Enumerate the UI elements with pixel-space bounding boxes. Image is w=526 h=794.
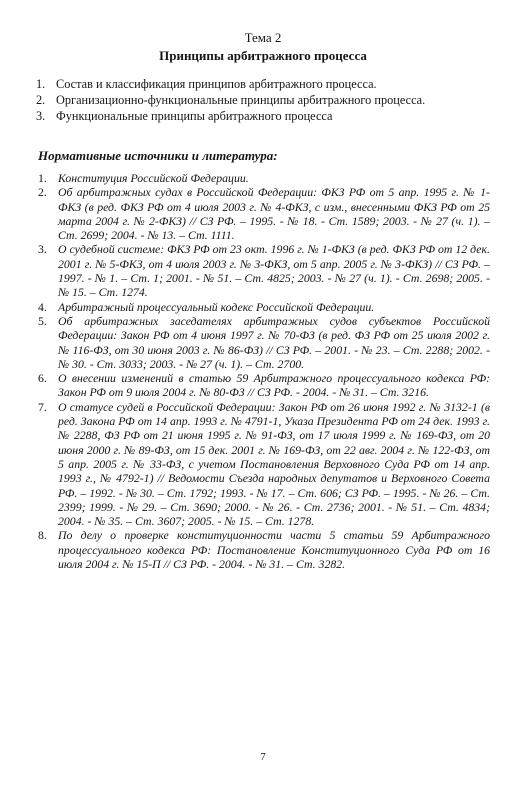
source-item [38,242,490,299]
source-number: 4. [38,299,47,314]
source-item [38,371,490,400]
page-title: Принципы арбитражного процесса [159,48,367,63]
source-item [38,314,490,371]
plan-item-number: 2. [36,93,46,107]
source-item [38,300,490,314]
source-text: О внесении изменений в статью 59 Арбитражного процессуального кодекса РФ: Закон РФ от 9 июля 2004 г. № 80-ФЗ // СЗ РФ. - 2004. - № 31. – Ст. 3216. [58,371,490,400]
topic-label: Тема 2 [244,30,282,45]
source-item [38,185,490,242]
source-number: 5. [38,313,47,328]
source-number: 3. [38,242,47,257]
source-text: Конституция Российской Федерации. [58,171,249,185]
plan-item-text: Функциональные принципы арбитражного процесса [56,109,333,123]
source-item [38,171,490,185]
plan-item [36,76,425,92]
source-text: Об арбитражных судах в Российской Федерации: ФКЗ РФ от 5 апр. 1995 г. № 1-ФКЗ (в ред. ФКЗ РФ от 4 июля 2003 г. № 4-ФКЗ, с изм., внесенными ФКЗ РФ от 25 марта 2004 г. № 2-ФКЗ) // СЗ РФ. – 1995. - № 18. - Ст. 1589; 2003. - № 27 (ч. 1). – Ст. 2699; 2004. - № 13. – Ст. 1111. [58,185,490,243]
source-number: 1. [38,171,47,185]
source-number: 6. [38,371,47,386]
source-item [38,400,490,529]
sources-heading: Нормативные источники и литература: [38,148,278,163]
page-number: 7 [260,751,266,763]
source-item [38,528,490,571]
plan-item-number: 1. [36,77,46,91]
source-number: 7. [38,399,47,414]
source-text: О судебной системе: ФКЗ РФ от 23 окт. 1996 г. № 1-ФКЗ (в ред. ФКЗ РФ от 12 дек. 2001 г. № 5-ФКЗ, от 4 июля 2003 г. № 3-ФКЗ, от 5 апр. 2005 г. № 3-ФКЗ) // СЗ РФ. – 1997. - № 1. – Ст. 1; 2001. - № 51. – Ст. 4825; 2003. - № 27 (ч. 1). - Ст. 2698; 2005. - № 15. – Ст. 1274. [58,242,490,300]
plan-item-text: Состав и классификация принципов арбитражного процесса. [56,77,377,91]
sources-list [38,171,490,571]
source-text: Об арбитражных заседателях арбитражных судов субъектов Российской Федерации: Закон РФ от 4 июня 1997 г. № 70-ФЗ (в ред. ФЗ РФ от 25 июля 2002 г. № 116-ФЗ, от 30 июня 2003 г. № 86-ФЗ) // СЗ РФ. – 2001. - № 23. – Ст. 2288; 2002. - № 30. - Ст. 3033; 2003. - № 27 (ч. 1). – Ст. 2700. [58,313,490,371]
source-number: 2. [38,185,47,200]
source-text: О статусе судей в Российской Федерации: Закон РФ от 26 июня 1992 г. № 3132-1 (в ред. Закона РФ от 14 апр. 1993 г. № 4791-1, Указа Президента РФ от 24 дек. 1993 г. № 2288, ФЗ РФ от 21 июня 1995 г. № 91-ФЗ, от 17 июля 1999 г. № 169-ФЗ, от 20 июня 2000 г. № 89-ФЗ, от 15 дек. 2001 г. № 169-ФЗ, от 22 авг. 2004 г. № 122-ФЗ, от 5 апр. 2005 г. № 33-ФЗ, с учетом Постановления Верховного Суда РФ от 14 апр. 1993 г., № 4792-1) // Ведомости Съезда народных депутатов и Верховного Совета РФ. – 1992. - № 30. – Ст. 1792; 1993. - № 17. – Ст. 606; СЗ РФ. – 1995. - № 26. – Ст. 2399; 1999. - № 29. – Ст. 3690; 2000. - № 26. - Ст. 2736; 2001. - № 51. – Ст. 4834; 2004. - № 35. – Ст. 3607; 2005. - № 15. – Ст. 1278. [58,399,490,529]
source-number: 8. [38,528,47,543]
plan-item [36,92,425,108]
plan-item [36,108,425,124]
source-text: Арбитражный процессуальный кодекс Российской Федерации. [58,299,375,314]
plan-item-number: 3. [36,109,46,123]
plan-list [36,76,425,124]
plan-item-text: Организационно-функциональные принципы арбитражного процесса. [56,93,426,107]
source-text: По делу о проверке конституционности части 5 статьи 59 Арбитражного процессуального кодекса РФ: Постановление Конституционного Суда РФ от 16 июля 2004 г. № 15-П // СЗ РФ. - 2004. - № 31. – Ст. 3282. [58,528,490,572]
